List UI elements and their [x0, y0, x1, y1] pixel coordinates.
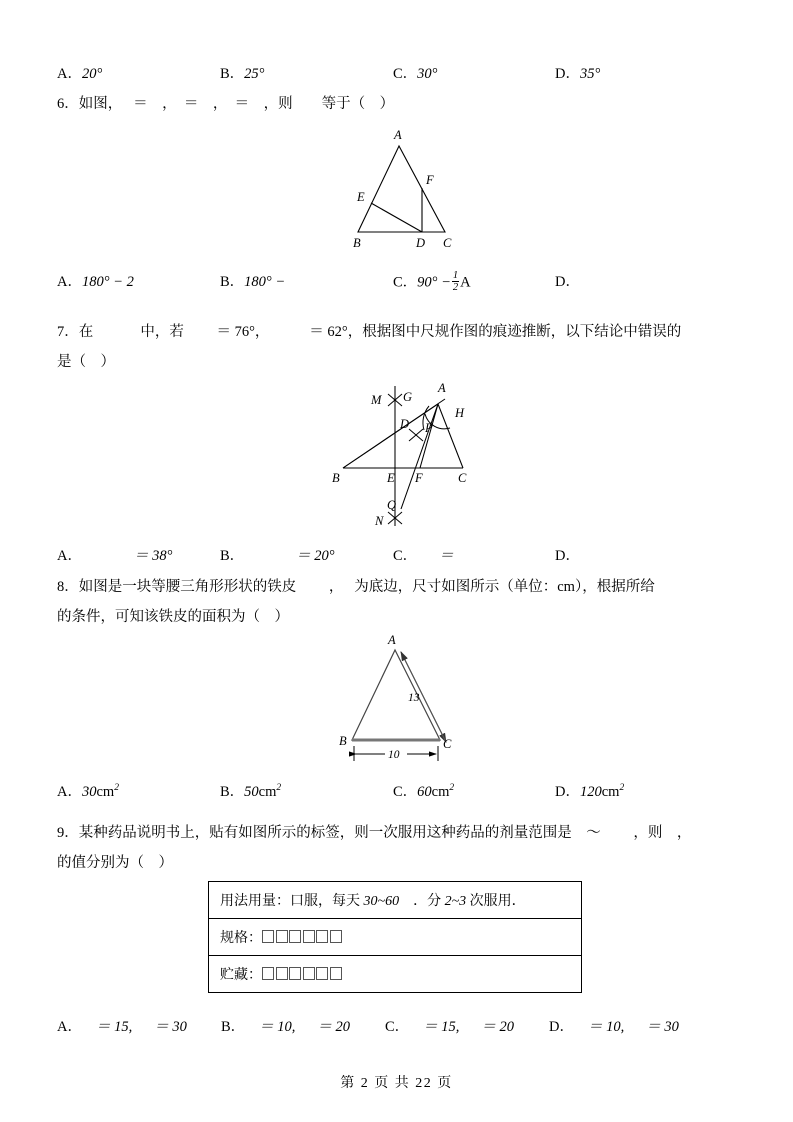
- spec-boxes: [262, 931, 343, 946]
- missing-glyph-box: [276, 967, 288, 980]
- table-row-dosage: [209, 882, 582, 919]
- label-D: D: [400, 417, 410, 431]
- label-B: B: [339, 734, 347, 748]
- label-F: F: [426, 173, 434, 187]
- missing-glyph-box: [303, 930, 315, 943]
- q8-option-d[interactable]: D．$120cm^2$: [555, 783, 625, 800]
- q9-stem-line1: 9．某种药品说明书上，贴有如图所示的标签，则一次服用这种药品的剂量范围是 ～ ，则 ，: [57, 825, 692, 841]
- q8-stem-line1: 8．如图是一块等腰三角形形状的铁皮 ， 为底边，尺寸如图所示（单位：cm），根据所给: [57, 579, 655, 595]
- q9-option-b[interactable]: B． ＝ 10, ＝ 20: [221, 1019, 351, 1035]
- label-C: C: [458, 471, 467, 485]
- label-B: B: [332, 471, 340, 485]
- label-H: H: [455, 406, 465, 420]
- q8-option-a[interactable]: A．$30cm^2$: [57, 783, 119, 800]
- label-M: M: [371, 393, 382, 407]
- q9-option-c[interactable]: C． ＝ 15, ＝ 20: [385, 1019, 515, 1035]
- label-D: D: [416, 236, 426, 250]
- missing-glyph-box: [316, 930, 328, 943]
- label-A: A: [438, 381, 446, 395]
- q6-option-c[interactable]: C．90° − $\frac{1}{2}$ A: [393, 270, 471, 294]
- dosage-cell: 用法用量：口服，每天 30~60 ．分 2~3 次服用．: [209, 882, 582, 919]
- label-E: E: [387, 471, 395, 485]
- q7-stem-line2: 是（ ）: [57, 354, 115, 370]
- q5-option-b[interactable]: B．25°: [220, 66, 265, 82]
- missing-glyph-box: [262, 967, 274, 980]
- one-half-fraction: $\frac{1}{2}$: [452, 270, 459, 294]
- label-E: E: [357, 190, 365, 204]
- missing-glyph-box: [289, 967, 301, 980]
- missing-glyph-box: [303, 967, 315, 980]
- table-row-storage: [209, 956, 582, 993]
- q8-options-row: [57, 780, 757, 802]
- q6-option-d[interactable]: D．: [555, 274, 580, 290]
- missing-glyph-box: [330, 930, 342, 943]
- missing-glyph-box: [262, 930, 274, 943]
- table-row-spec: [209, 919, 582, 956]
- storage-cell: 贮藏：: [209, 956, 582, 993]
- q8-stem-line2: 的条件，可知该铁皮的面积为（ ）: [57, 609, 289, 625]
- q7-option-c[interactable]: C． ＝: [393, 548, 454, 564]
- q9-stem-line2: 的值分别为（ ）: [57, 855, 173, 871]
- q7-options-row: [57, 544, 757, 566]
- medicine-label-table: [208, 881, 582, 993]
- q7-option-d[interactable]: D．: [555, 548, 580, 564]
- label-A: A: [394, 128, 402, 142]
- q7-stem-line1: 7．在 中，若 ＝ 76°， ＝ 62°，根据图中尺规作图的痕迹推断，以下结论中错误的: [57, 324, 682, 340]
- label-C: C: [443, 737, 452, 751]
- q7-option-b[interactable]: B． ＝ 20°: [220, 548, 335, 564]
- q9-options-row: [57, 1015, 757, 1037]
- q9-option-d[interactable]: D． ＝ 10, ＝ 30: [549, 1019, 679, 1035]
- label-B: B: [353, 236, 361, 250]
- q6-figure-triangle: [330, 124, 475, 259]
- dim-13: 13: [408, 692, 420, 704]
- q5-option-c[interactable]: C．30°: [393, 66, 438, 82]
- q8-option-b[interactable]: B．$50cm^2$: [220, 783, 282, 800]
- label-F: F: [415, 471, 423, 485]
- q6-option-b[interactable]: B．180° −: [220, 274, 286, 290]
- q5-option-d[interactable]: D．35°: [555, 66, 601, 82]
- storage-boxes: [262, 968, 343, 983]
- missing-glyph-box: [316, 967, 328, 980]
- q8-option-c[interactable]: C．$60cm^2$: [393, 783, 455, 800]
- q8-figure-isosceles: [330, 628, 470, 768]
- dim-10: 10: [388, 749, 400, 761]
- q7-figure-construction: [325, 376, 510, 534]
- q9-option-a[interactable]: A． ＝ 15, ＝ 30: [57, 1019, 187, 1035]
- q6-stem: 6．如图， ＝ ， ＝ ， ＝ ，则 等于（ ）: [57, 96, 395, 112]
- page-footer: 第 2 页 共 22 页: [340, 1076, 453, 1091]
- q5-options-row: [57, 62, 757, 84]
- q6-options-row: [57, 270, 757, 298]
- missing-glyph-box: [289, 930, 301, 943]
- label-A: A: [388, 633, 396, 647]
- label-Q: Q: [387, 498, 397, 512]
- q7-option-a[interactable]: A． ＝ 38°: [57, 548, 173, 564]
- label-N: N: [375, 514, 384, 528]
- label-P: P: [425, 421, 433, 435]
- label-C: C: [443, 236, 452, 250]
- spec-cell: 规格：: [209, 919, 582, 956]
- q6-option-a[interactable]: A．180° − 2: [57, 274, 134, 290]
- q5-option-a[interactable]: A．20°: [57, 66, 103, 82]
- missing-glyph-box: [330, 967, 342, 980]
- missing-glyph-box: [276, 930, 288, 943]
- label-G: G: [403, 390, 413, 404]
